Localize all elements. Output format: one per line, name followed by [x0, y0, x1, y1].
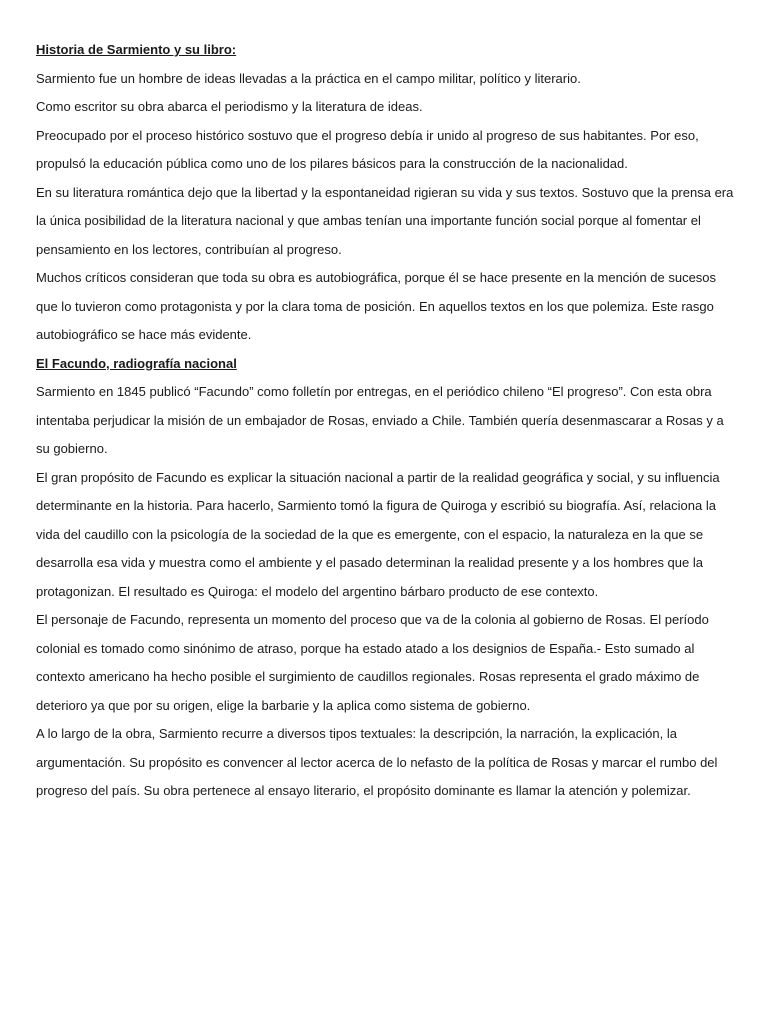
paragraph: Sarmiento en 1845 publicó “Facundo” como folletín por entregas, en el periódico chileno “El progreso”. Con esta obra intentaba perjudicar la misión de un embajador de Rosas, enviado a Chile. También quería desenmascarar a Rosas y a su gobierno. — [36, 384, 724, 456]
paragraph: El gran propósito de Facundo es explicar la situación nacional a partir de la realidad geográfica y social, y su influencia determinante en la historia. Para hacerlo, Sarmiento tomó la figura de Quiroga y escribió su biografía. Así, relaciona la vida del caudillo con la psicología de la sociedad de la que es emergente, con el espacio, la naturaleza en la que se desarrolla esa vida y muestra como el ambiente y el pasado determinan la realidad presente y a los hombres que la protagonizan. El resultado es Quiroga: el modelo del argentino bárbaro producto de ese contexto. — [36, 469, 720, 599]
paragraph: Muchos críticos consideran que toda su obra es autobiográfica, porque él se hace presente en la mención de sucesos que lo tuvieron como protagonista y por la clara toma de posición. En aquellos textos en los que polemiza. Este rasgo autobiográfico se hace más evidente. — [36, 270, 717, 342]
paragraph: A lo largo de la obra, Sarmiento recurre a diversos tipos textuales: la descripción, la narración, la explicación, la argumentación. Su propósito es convencer al lector acerca de lo nefasto de la política de Rosas y marcar el rumbo del progreso del país. Su obra pertenece al ensayo literario, el propósito dominante es llamar la atención y polemizar. — [36, 726, 718, 798]
section-heading-facundo: El Facundo, radiografía nacional — [36, 355, 237, 371]
paragraph: En su literatura romántica dejo que la libertad y la espontaneidad rigieran su vida y sus textos. Sostuvo que la prensa era la única posibilidad de la literatura nacional y que ambas tenían una importante función social porque al fomentar el pensamiento en los lectores, contribuían al progreso. — [36, 184, 734, 257]
paragraph: Como escritor su obra abarca el periodismo y la literatura de ideas. — [36, 99, 423, 114]
document-page — [36, 36, 740, 806]
paragraph: Preocupado por el proceso histórico sostuvo que el progreso debía ir unido al progreso de sus habitantes. Por eso, propulsó la educación pública como uno de los pilares básicos para la construcción de la nacionalidad. — [36, 127, 699, 171]
paragraph: El personaje de Facundo, representa un momento del proceso que va de la colonia al gobierno de Rosas. El período colonial es tomado como sinónimo de atraso, porque ha estado atado a los designios de España.- Esto sumado al contexto americano ha hecho posible el surgimiento de caudillos regionales. Rosas representa el grado máximo de deterioro ya que por su origen, elige la barbarie y la aplica como sistema de gobierno. — [36, 612, 709, 713]
paragraph: Sarmiento fue un hombre de ideas llevadas a la práctica en el campo militar, político y literario. — [36, 70, 581, 86]
section-heading-historia: Historia de Sarmiento y su libro: — [36, 42, 237, 57]
